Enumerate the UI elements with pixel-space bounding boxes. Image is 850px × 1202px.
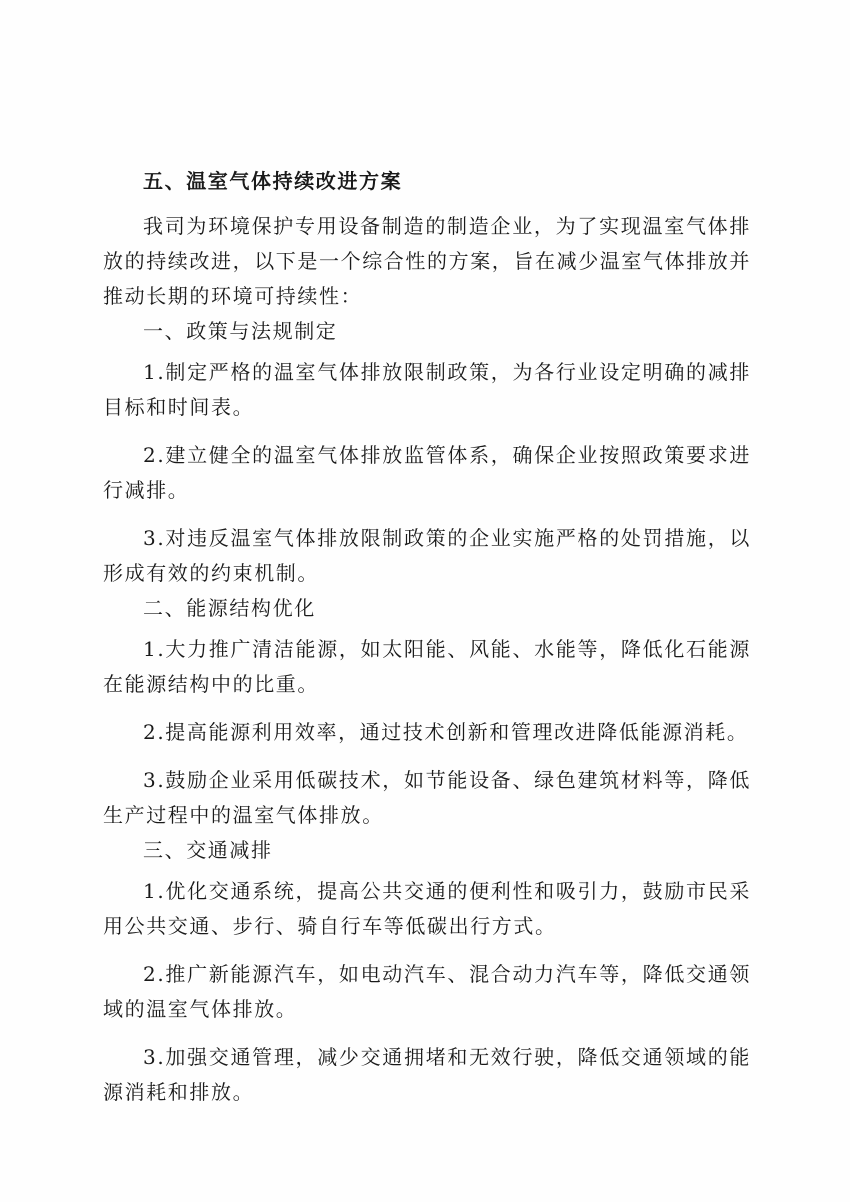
- subsection-title-transport: 三、交通减排: [143, 838, 273, 862]
- energy-item-3: 3.鼓励企业采用低碳技术，如节能设备、绿色建筑材料等，降低生产过程中的温室气体排放。: [103, 768, 751, 827]
- policy-item-3: 3.对违反温室气体排放限制政策的企业实施严格的处罚措施，以形成有效的约束机制。: [103, 526, 751, 585]
- energy-item-1: 1.大力推广清洁能源，如太阳能、风能、水能等，降低化石能源在能源结构中的比重。: [103, 637, 751, 696]
- intro-paragraph: 我司为环境保护专用设备制造的制造企业，为了实现温室气体排放的持续改进，以下是一个综合性的方案，旨在减少温室气体排放并推动长期的环境可持续性：: [103, 214, 751, 308]
- transport-item-1: 1.优化交通系统，提高公共交通的便利性和吸引力，鼓励市民采用公共交通、步行、骑自行车等低碳出行方式。: [103, 879, 751, 938]
- transport-item-2: 2.推广新能源汽车，如电动汽车、混合动力汽车等，降低交通领域的温室气体排放。: [103, 962, 751, 1021]
- energy-item-2: 2.提高能源利用效率，通过技术创新和管理改进降低能源消耗。: [143, 720, 749, 744]
- subsection-title-policy: 一、政策与法规制定: [143, 319, 338, 343]
- policy-item-1: 1.制定严格的温室气体排放限制政策，为各行业设定明确的减排目标和时间表。: [103, 360, 751, 419]
- section-heading: 五、温室气体持续改进方案: [143, 169, 403, 193]
- policy-item-2: 2.建立健全的温室气体排放监管体系，确保企业按照政策要求进行减排。: [103, 443, 751, 502]
- transport-item-3: 3.加强交通管理，减少交通拥堵和无效行驶，降低交通领域的能源消耗和排放。: [103, 1045, 751, 1104]
- subsection-title-energy: 二、能源结构优化: [143, 596, 316, 620]
- document-body: [103, 163, 751, 1110]
